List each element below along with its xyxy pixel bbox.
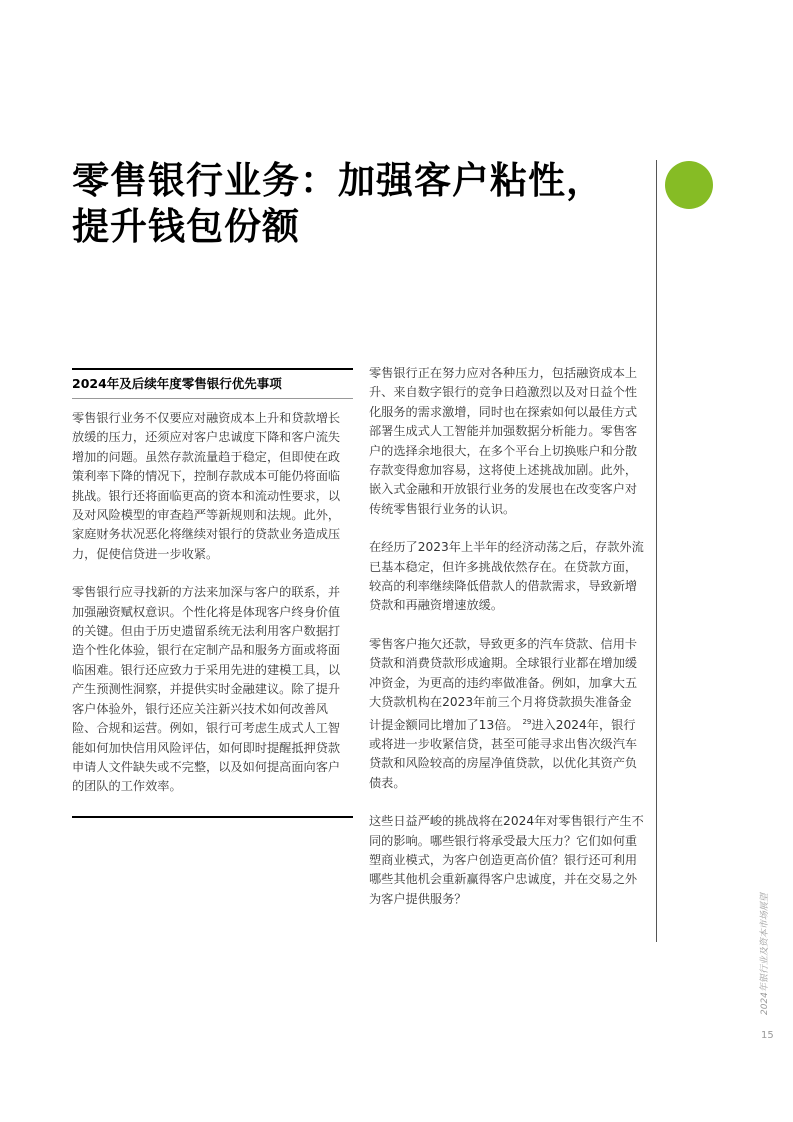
text-line: 零售银行正在努力应对各种压力，包括融资成本上 [369, 366, 638, 380]
title-line: 提升钱包份额 [72, 205, 300, 248]
paragraph [369, 364, 644, 519]
text-line: 贷款和消费贷款形成逾期。全球银行业都在增加缓 [369, 656, 638, 671]
divider-line [656, 160, 657, 942]
paragraph [369, 538, 644, 616]
text-line: 哪些其他机会重新赢得客户忠诚度，并在交易之外 [369, 872, 638, 887]
footnote-ref[interactable]: 29 [522, 717, 532, 726]
paragraph [72, 409, 353, 564]
text-line: 及对风险模型的审查趋严等新规则和法规。此外， [72, 508, 341, 523]
page-number: 15 [761, 1030, 774, 1041]
text-line: 增加的问题。虽然存款流量趋于稳定，但即使在政 [72, 449, 341, 464]
text-line: 同的影响。哪些银行将承受最大压力？它们如何重 [369, 833, 638, 848]
box-heading: 2024年及后续年度零售银行优先事项 [72, 376, 282, 391]
text-line: 险、合规和运营。例如，银行可考虑生成式人工智 [72, 721, 341, 736]
text-line: 这些日益严峻的挑战将在2024年对零售银行产生不 [369, 814, 644, 829]
text-line: 能如何加快信用风险评估，如何即时提醒抵押贷款 [72, 740, 341, 755]
text-line: 债表。 [369, 775, 406, 790]
heading-rule [72, 398, 353, 399]
text-line [369, 713, 644, 735]
text-line: 化服务的需求激增，同时也在探索如何以最佳方式 [369, 404, 638, 419]
text-line: 零售银行应寻找新的方法来加深与客户的联系，并 [72, 585, 341, 600]
text-line: 的关键。但由于历史遗留系统无法利用客户数据打 [72, 624, 341, 639]
text-line: 户的选择余地很大，在多个平台上切换账户和分散 [369, 443, 638, 458]
publication-label: 2024年银行业及资本市场展望 [760, 893, 770, 1015]
text-line: 或将进一步收紧信贷，甚至可能寻求出售次级汽车 [369, 736, 638, 751]
text-line: 申请人文件缺失或不完整，以及如何提高面向客户 [72, 759, 341, 774]
text-segment: 进入2024年，银行 [531, 717, 636, 732]
text-line: 存款变得愈加容易，这将使上述挑战加剧。此外， [369, 463, 638, 478]
text-line: 力，促使信贷进一步收紧。 [72, 546, 219, 561]
text-line: 塑商业模式，为客户创造更高价值？银行还可利用 [369, 853, 638, 867]
text-line: 在经历了2023年上半年的经济动荡之后，存款外流 [369, 540, 644, 555]
text-line: 部署生成式人工智能并加强数据分析能力。零售客 [369, 424, 638, 439]
text-line: 加强融资赋权意识。个性化将是体现客户终身价值 [72, 604, 341, 619]
text-line: 放缓的压力，还须应对客户忠诚度下降和客户流失 [72, 430, 341, 445]
text-line: 贷款和风险较高的房屋净值贷款，以优化其资产负 [369, 756, 638, 771]
bottom-rule [72, 816, 353, 818]
text-line: 贷款和再融资增速放缓。 [369, 598, 504, 613]
main-column [369, 364, 644, 928]
title-line: 零售银行业务：加强客户粘性， [72, 159, 604, 202]
text-line: 冲资金，为更高的违约率做准备。例如，加拿大五 [369, 675, 638, 690]
text-line: 造个性化体验，银行在定制产品和服务方面或将面 [72, 643, 341, 658]
text-line: 较高的利率继续降低借款人的借款需求，导致新增 [369, 579, 638, 594]
text-line: 大贷款机构在2023年前三个月将贷款损失准备金 [369, 695, 632, 710]
text-line: 为客户提供服务？ [369, 891, 467, 906]
priorities-box [72, 368, 353, 818]
text-line: 客户体验外，银行还应关注新兴技术如何改善风 [72, 701, 328, 716]
text-segment: 计提金额同比增加了13倍。 [369, 717, 519, 732]
text-line: 已基本稳定，但许多挑战依然存在。在贷款方面， [369, 559, 638, 574]
paragraph [369, 812, 644, 909]
text-line: 零售客户拖欠还款，导致更多的汽车贷款、信用卡 [369, 636, 638, 651]
text-line: 临困难。银行还应致力于采用先进的建模工具，以 [72, 662, 341, 677]
text-line: 升、来自数字银行的竞争日趋激烈以及对日益个性 [369, 385, 638, 400]
text-line: 零售银行业务不仅要应对融资成本上升和贷款增长 [72, 411, 341, 425]
text-line: 产生预测性洞察，并提供实时金融建议。除了提升 [72, 682, 341, 697]
text-line: 挑战。银行还将面临更高的资本和流动性要求，以 [72, 488, 341, 503]
text-line: 家庭财务状况恶化将继续对银行的贷款业务造成压 [72, 527, 341, 542]
text-line: 的团队的工作效率。 [72, 779, 182, 794]
page-title [72, 158, 604, 250]
text-line: 嵌入式金融和开放银行业务的发展也在改变客户对 [369, 482, 638, 497]
accent-circle [665, 161, 713, 209]
text-line: 策利率下降的情况下，控制存款成本可能仍将面临 [72, 469, 341, 484]
paragraph [369, 635, 644, 793]
text-line: 传统零售银行业务的认识。 [369, 501, 516, 516]
paragraph [72, 583, 353, 796]
